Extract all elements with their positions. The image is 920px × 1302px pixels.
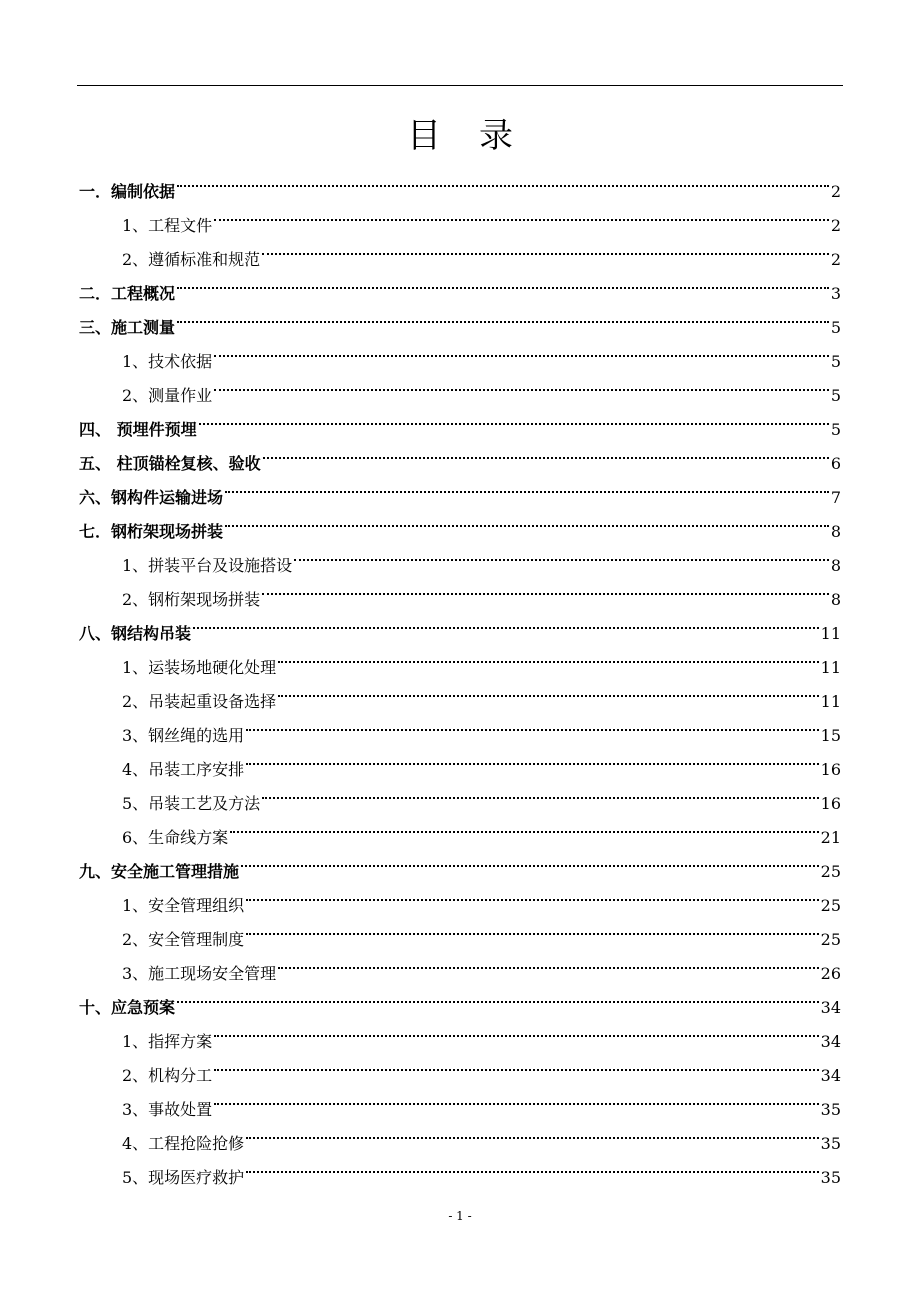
page-title [0,112,920,160]
toc-entry-label: 四、 预埋件预埋 [79,420,197,439]
toc-dot-leader [263,435,829,469]
toc-dot-leader [246,707,818,741]
toc-entry-label: 五、 柱顶锚栓复核、验收 [79,454,261,473]
page-title-char-1: 目 [407,116,441,156]
toc-entry-page-number: 35 [820,1100,841,1119]
table-of-contents [79,163,841,1187]
toc-entry-page-number: 5 [830,318,841,337]
toc-dot-leader [246,877,818,911]
toc-entry-label: 3、施工现场安全管理 [122,964,277,983]
toc-section-entry[interactable] [79,163,841,201]
toc-entry-label: 4、工程抢险抢修 [122,1134,245,1153]
toc-section-entry[interactable] [79,605,841,643]
toc-subsection-entry[interactable] [79,333,841,371]
toc-dot-leader [246,911,818,945]
page-title-char-2: 录 [479,116,513,156]
toc-entry-label: 1、安全管理组织 [122,896,245,915]
toc-dot-leader [241,843,819,877]
toc-dot-leader [246,1115,818,1149]
toc-entry-label: 4、吊装工序安排 [122,760,245,779]
toc-entry-label: 2、吊装起重设备选择 [122,692,277,711]
toc-dot-leader [214,1081,818,1115]
toc-subsection-entry[interactable] [79,197,841,235]
toc-entry-page-number: 25 [820,862,841,881]
toc-entry-label: 5、现场医疗救护 [122,1168,245,1187]
toc-entry-page-number: 5 [830,386,841,405]
toc-entry-label: 1、指挥方案 [122,1032,213,1051]
toc-entry-label: 七．钢桁架现场拼装 [79,522,224,541]
toc-dot-leader [214,367,829,401]
toc-entry-label: 2、测量作业 [122,386,213,405]
page-number: - 1 - [448,1209,472,1223]
toc-dot-leader [278,639,818,673]
toc-entry-page-number: 21 [820,828,841,847]
toc-dot-leader [177,979,819,1013]
toc-dot-leader [262,231,829,265]
toc-dot-leader [278,945,818,979]
toc-entry-label: 十、应急预案 [79,998,176,1017]
toc-subsection-entry[interactable] [79,639,841,677]
toc-entry-label: 1、运装场地硬化处理 [122,658,277,677]
toc-entry-label: 三、施工测量 [79,318,176,337]
toc-entry-page-number: 2 [830,250,841,269]
toc-dot-leader [230,809,818,843]
toc-dot-leader [262,775,818,809]
toc-entry-label: 1、工程文件 [122,216,213,235]
toc-subsection-entry[interactable] [79,1013,841,1051]
toc-entry-label: 2、遵循标准和规范 [122,250,261,269]
toc-entry-page-number: 2 [830,182,841,201]
toc-entry-page-number: 8 [830,590,841,609]
toc-entry-label: 2、安全管理制度 [122,930,245,949]
toc-dot-leader [177,163,829,197]
toc-dot-leader [214,1013,818,1047]
toc-dot-leader [214,197,829,231]
toc-entry-page-number: 16 [820,794,841,813]
toc-entry-page-number: 34 [820,998,841,1017]
toc-entry-label: 八、钢结构吊装 [79,624,192,643]
toc-dot-leader [246,741,818,775]
toc-entry-label: 1、技术依据 [122,352,213,371]
toc-entry-page-number: 25 [820,930,841,949]
header-rule [77,85,843,86]
toc-entry-page-number: 15 [820,726,841,745]
toc-entry-page-number: 25 [820,896,841,915]
toc-section-entry[interactable] [79,979,841,1017]
toc-dot-leader [225,469,829,503]
toc-dot-leader [246,1149,818,1183]
toc-entry-label: 3、事故处置 [122,1100,213,1119]
toc-entry-label: 1、拼装平台及设施搭设 [122,556,293,575]
toc-entry-page-number: 6 [830,454,841,473]
toc-dot-leader [177,265,829,299]
toc-entry-label: 一．编制依据 [79,182,176,201]
toc-entry-label: 六、钢构件运输进场 [79,488,224,507]
toc-entry-page-number: 35 [820,1168,841,1187]
toc-dot-leader [278,673,818,707]
toc-entry-label: 2、钢桁架现场拼装 [122,590,261,609]
toc-entry-page-number: 34 [820,1066,841,1085]
toc-entry-page-number: 7 [830,488,841,507]
toc-dot-leader [214,1047,818,1081]
toc-dot-leader [199,401,829,435]
toc-entry-page-number: 11 [820,692,841,711]
toc-entry-label: 3、钢丝绳的选用 [122,726,245,745]
toc-entry-label: 6、生命线方案 [122,828,229,847]
toc-dot-leader [225,503,829,537]
toc-entry-label: 5、吊装工艺及方法 [122,794,261,813]
toc-entry-page-number: 8 [830,522,841,541]
toc-entry-page-number: 34 [820,1032,841,1051]
toc-entry-page-number: 35 [820,1134,841,1153]
toc-dot-leader [262,571,829,605]
toc-entry-page-number: 8 [830,556,841,575]
toc-dot-leader [214,333,829,367]
toc-dot-leader [177,299,829,333]
toc-entry-page-number: 2 [830,216,841,235]
toc-section-entry[interactable] [79,265,841,303]
toc-section-entry[interactable] [79,299,841,337]
toc-entry-label: 九、安全施工管理措施 [79,862,240,881]
toc-entry-page-number: 5 [830,352,841,371]
toc-entry-label: 2、机构分工 [122,1066,213,1085]
toc-entry-page-number: 11 [820,658,841,677]
toc-entry-page-number: 16 [820,760,841,779]
toc-entry-page-number: 3 [830,284,841,303]
toc-entry-label: 二．工程概况 [79,284,176,303]
toc-entry-page-number: 11 [820,624,841,643]
toc-dot-leader [193,605,819,639]
toc-dot-leader [294,537,829,571]
toc-entry-page-number: 26 [820,964,841,983]
toc-entry-page-number: 5 [830,420,841,439]
